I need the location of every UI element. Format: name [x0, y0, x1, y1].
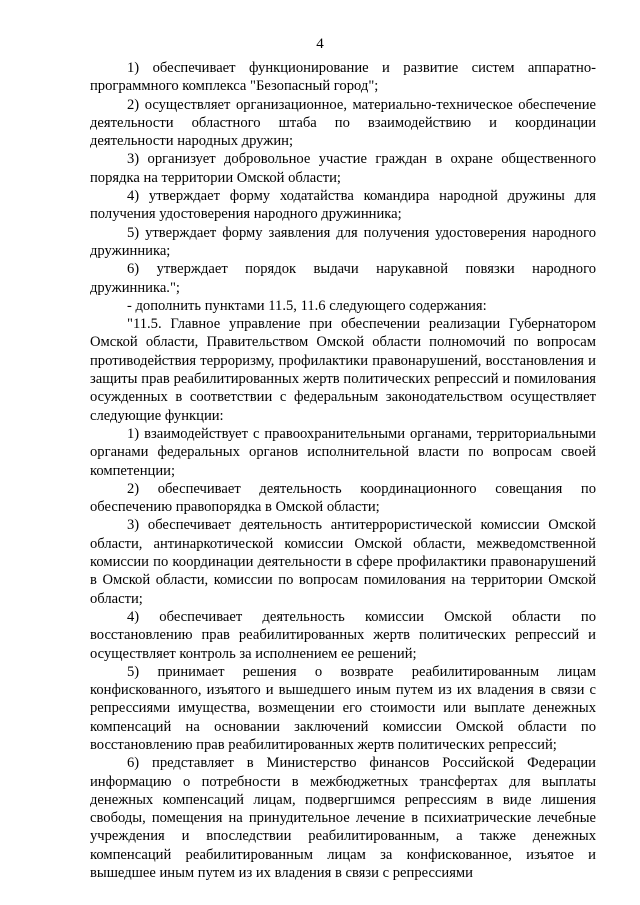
function-item-5: 5) принимает решения о возврате реабилитированным лицам конфискованного, изъятого и вышедшего иным путем из их владения в связи с репрессиями имущества, возмещении его стоимости или выплате денежных компенсаций на основании заключений комиссии Омской области по восстановлению прав реабилитированных жертв политических репрессий; — [90, 663, 596, 753]
document-body — [90, 59, 596, 882]
function-item-3: 3) обеспечивает деятельность антитеррористической комиссии Омской области, антинаркотической комиссии Омской области, межведомственной комиссии по координации деятельности в сфере профилактики правонарушений в Омской области, комиссии по вопросам помилования на территории Омской области; — [90, 517, 596, 607]
paragraph-item-6: 6) утверждает порядок выдачи нарукавной повязки народного дружинника."; — [90, 261, 596, 296]
page-number: 4 — [316, 36, 324, 52]
paragraph-item-3: 3) организует добровольное участие граждан в охране общественного порядка на территории Омской области; — [90, 151, 596, 186]
function-item-6: 6) представляет в Министерство финансов Российской Федерации информацию о потребности в межбюджетных трансфертах для выплаты денежных компенсаций лицам, подвергшимся репрессиям в виде лишения свободы, помещения на принудительное лечение в психиатрические лечебные учреждения и впоследствии реабилитированным, а также денежных компенсаций реабилитированным лицам за конфискованное, изъятое и вышедшее иным путем из их владения в связи с репрессиями — [90, 755, 596, 882]
amendment-intro: - дополнить пунктами 11.5, 11.6 следующего содержания: — [127, 297, 487, 314]
paragraph-item-4: 4) утверждает форму ходатайства командира народной дружины для получения удостоверения народного дружинника; — [90, 188, 596, 223]
function-item-4: 4) обеспечивает деятельность комиссии Омской области по восстановлению прав реабилитированных жертв политических репрессий и осуществляет контроль за исполнением ее решений; — [90, 608, 596, 662]
section-11-5-heading: "11.5. Главное управление при обеспечении реализации Губернатором Омской области, Правительством Омской области полномочий по вопросам противодействия терроризму, профилактики правонарушений, восстановления и защиты прав реабилитированных жертв политических репрессий и помилования осужденных в соответствии с федеральным законодательством осуществляет следующие функции: — [90, 316, 596, 424]
paragraph-item-2: 2) осуществляет организационное, материально-техническое обеспечение деятельности областного штаба по взаимодействию и координации деятельности народных дружин; — [90, 96, 596, 150]
paragraph-item-1: 1) обеспечивает функционирование и развитие систем аппаратно-программного комплекса "Безопасный город"; — [90, 60, 596, 95]
function-item-1: 1) взаимодействует с правоохранительными органами, территориальными органами федеральных органов исполнительной власти по вопросам своей компетенции; — [90, 425, 596, 479]
paragraph-item-5: 5) утверждает форму заявления для получения удостоверения народного дружинника; — [90, 224, 596, 259]
function-item-2: 2) обеспечивает деятельность координационного совещания по обеспечению правопорядка в Омской области; — [90, 480, 596, 516]
